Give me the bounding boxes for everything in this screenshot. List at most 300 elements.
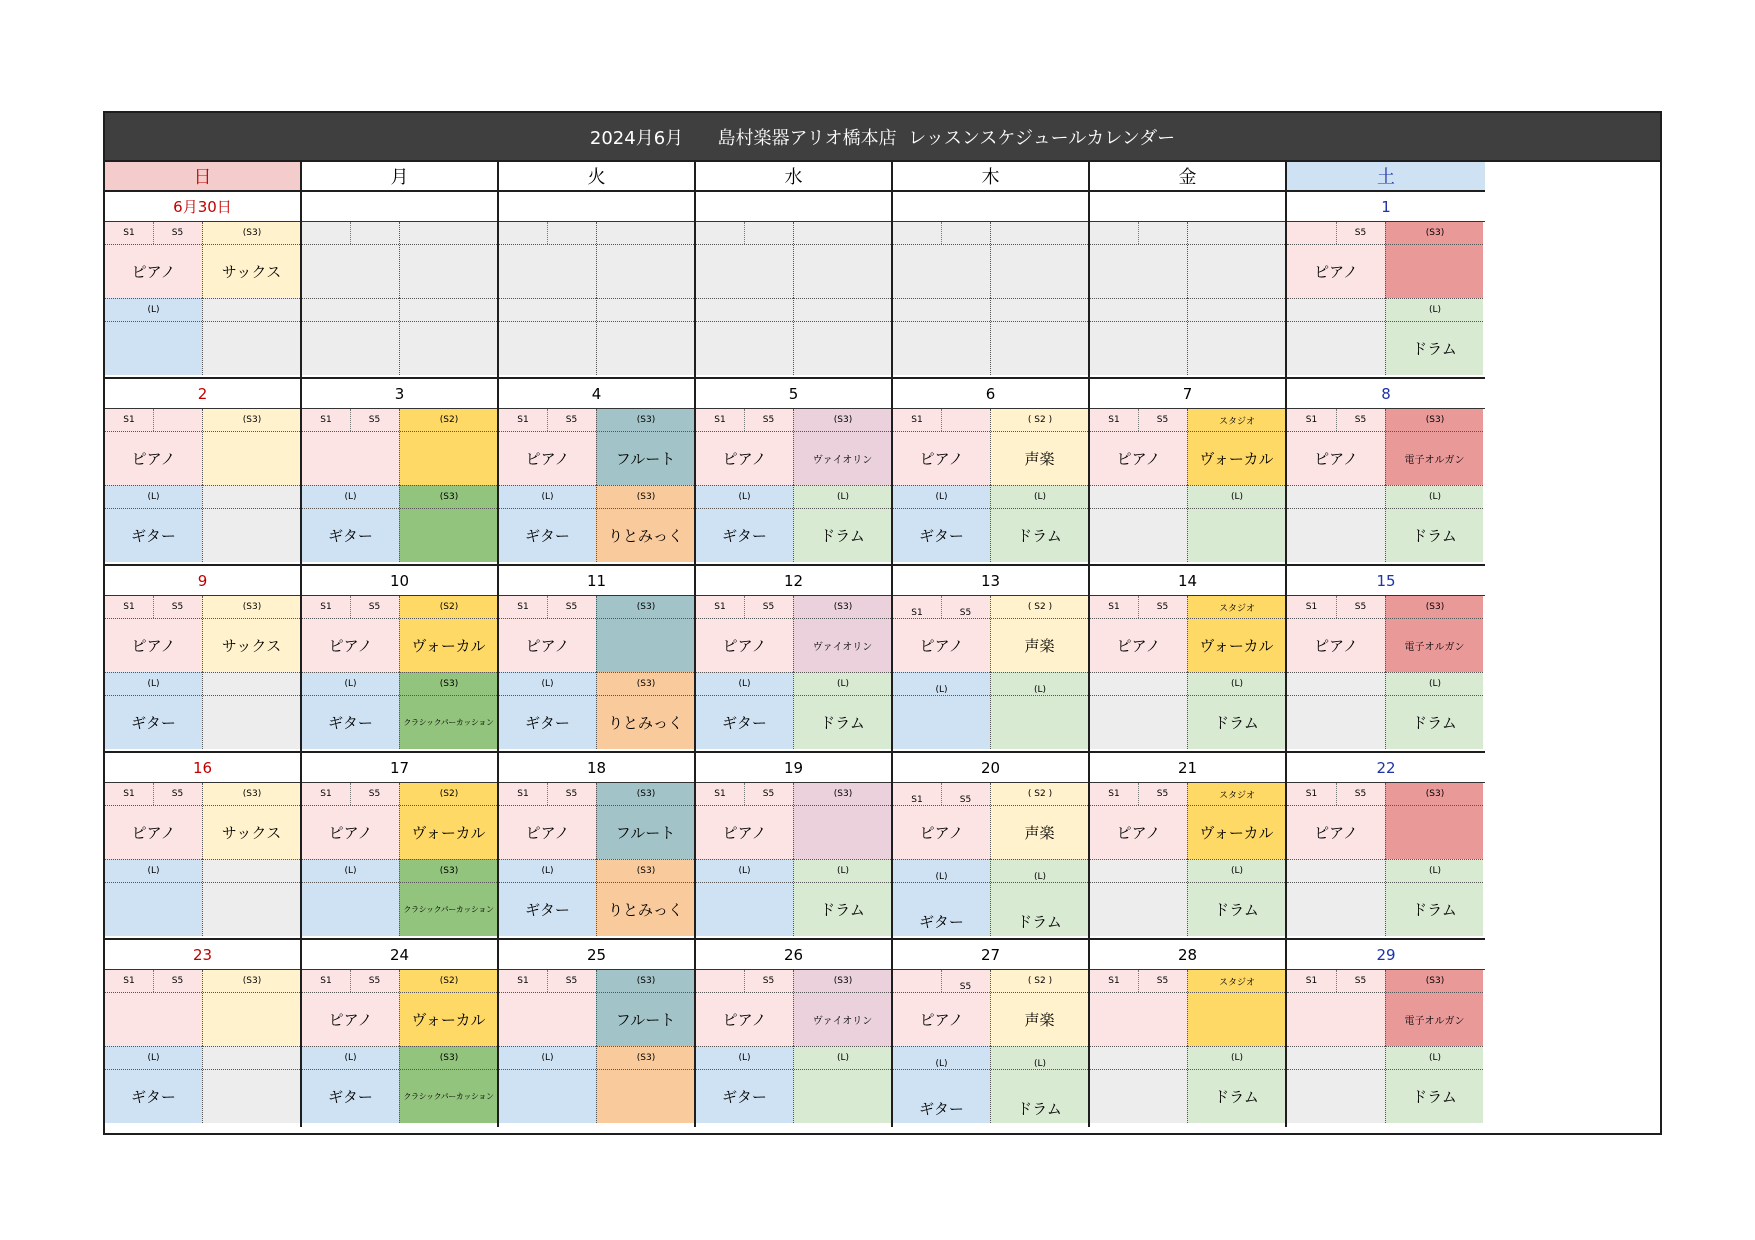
lesson-slot-bl[interactable]: [105, 485, 202, 562]
lesson-slot-tr[interactable]: [1187, 970, 1285, 1046]
room-label: (S3): [439, 679, 459, 689]
lesson-slot-tr[interactable]: [596, 409, 694, 485]
lesson-slot-tr[interactable]: [1187, 222, 1285, 298]
instrument-label: ピアノ: [722, 823, 767, 842]
lesson-slot-bl[interactable]: [696, 1046, 793, 1123]
calendar-title-bar: [105, 113, 1660, 162]
day-cell[interactable]: [1090, 192, 1287, 379]
room-label: (L): [836, 866, 850, 876]
lesson-slot-br[interactable]: [793, 298, 891, 375]
room-label: [1287, 486, 1385, 508]
lesson-slot-tl[interactable]: [1287, 222, 1385, 298]
room-label: (L): [836, 492, 850, 502]
day-cell[interactable]: [302, 566, 499, 753]
lesson-slot-tl[interactable]: [696, 222, 793, 298]
lesson-slot-tr[interactable]: [990, 409, 1088, 485]
lesson-slot-tr[interactable]: [793, 409, 891, 485]
instrument-label: りとみっく: [607, 900, 683, 919]
lesson-slot-br[interactable]: [990, 859, 1088, 936]
lesson-slot-br[interactable]: [1187, 672, 1285, 749]
lesson-slot-bl[interactable]: [696, 859, 793, 936]
lesson-slot-br[interactable]: [399, 672, 497, 749]
lesson-slot-tr[interactable]: [1187, 783, 1285, 859]
instrument-label: [597, 1069, 694, 1123]
lesson-slot-br[interactable]: [793, 859, 891, 936]
room-label: [794, 222, 891, 244]
lesson-slot-tr[interactable]: [793, 596, 891, 672]
day-cell[interactable]: [1090, 753, 1287, 940]
title-spacer: [897, 126, 908, 147]
day-cell[interactable]: [1090, 566, 1287, 753]
lesson-slot-tr[interactable]: [793, 970, 891, 1046]
room-split: [1336, 596, 1337, 618]
lesson-slot-br[interactable]: [596, 1046, 694, 1123]
lesson-slot-tl[interactable]: [1090, 596, 1187, 672]
day-cell[interactable]: [302, 379, 499, 566]
room-label: (L): [1230, 866, 1244, 876]
lesson-slot-bl[interactable]: [893, 298, 990, 375]
instrument-label: フルート: [615, 1010, 676, 1029]
instrument-label: ピアノ: [1314, 823, 1358, 842]
lesson-slot-br[interactable]: [596, 859, 694, 936]
lesson-slot-br[interactable]: [793, 485, 891, 562]
lesson-slot-br[interactable]: [1187, 485, 1285, 562]
instrument-label: サックス: [221, 636, 282, 655]
lesson-slot-tr[interactable]: [399, 596, 497, 672]
lesson-slot-tl[interactable]: [696, 783, 793, 859]
room-label: (S3): [242, 415, 262, 425]
room-label: スタジオ: [1218, 603, 1255, 614]
lesson-slot-tr[interactable]: [596, 970, 694, 1046]
lesson-slot-tl[interactable]: [1287, 409, 1385, 485]
room-label: ( S2 ): [1027, 789, 1053, 799]
instrument-label: [302, 431, 399, 485]
lesson-slot-br[interactable]: [1385, 1046, 1483, 1123]
lesson-slot-tl[interactable]: [302, 222, 399, 298]
lesson-slot-br[interactable]: [990, 485, 1088, 562]
room-label: S5: [368, 602, 381, 612]
room-label: S5: [171, 976, 184, 986]
lesson-slot-bl[interactable]: [1287, 485, 1385, 562]
room-label: (S3): [242, 789, 262, 799]
day-cell[interactable]: [1287, 753, 1485, 940]
lesson-slot-br[interactable]: [1187, 859, 1285, 936]
instrument-label: ヴォーカル: [1199, 449, 1274, 468]
instrument-label: ギター: [722, 526, 767, 545]
lesson-slot-tr[interactable]: [1385, 596, 1483, 672]
lesson-slot-br[interactable]: [399, 859, 497, 936]
day-cell[interactable]: [1287, 566, 1485, 753]
day-cell[interactable]: [893, 753, 1090, 940]
day-cell[interactable]: [696, 566, 893, 753]
date-label: 9: [105, 566, 300, 596]
lesson-slot-tr[interactable]: [596, 222, 694, 298]
room-label: (S2): [439, 415, 459, 425]
room-label: S5: [959, 608, 972, 618]
date-label: 8: [1287, 379, 1485, 409]
instrument-label: ギター: [328, 713, 373, 732]
lesson-slot-bl[interactable]: [499, 298, 596, 375]
instrument-label: [499, 992, 596, 1046]
instrument-label: 電子オルガン: [1404, 1015, 1465, 1027]
lesson-slot-br[interactable]: [399, 485, 497, 562]
room-label: (S3): [1425, 789, 1445, 799]
day-cell[interactable]: [105, 940, 302, 1127]
instrument-label: ピアノ: [525, 823, 570, 842]
instrument-label: [1287, 992, 1385, 1046]
lesson-slot-tr[interactable]: [202, 970, 300, 1046]
instrument-label: [1287, 882, 1385, 936]
room-label: [302, 299, 399, 321]
lesson-slot-tl[interactable]: [1090, 970, 1187, 1046]
room-label: [400, 299, 497, 321]
lesson-slot-tr[interactable]: [202, 409, 300, 485]
instrument-label: ヴォーカル: [411, 823, 486, 842]
day-cell[interactable]: [105, 379, 302, 566]
lesson-slot-bl[interactable]: [893, 485, 990, 562]
lesson-slot-tl[interactable]: [1090, 222, 1187, 298]
lesson-slot-bl[interactable]: [302, 672, 399, 749]
room-label: (S3): [636, 789, 656, 799]
lesson-slot-br[interactable]: [596, 298, 694, 375]
lesson-slot-tl[interactable]: [893, 409, 990, 485]
day-cell[interactable]: [302, 753, 499, 940]
lesson-slot-tr[interactable]: [399, 222, 497, 298]
lesson-slot-tr[interactable]: [202, 596, 300, 672]
lesson-slot-tl[interactable]: [696, 409, 793, 485]
room-label: スタジオ: [1218, 416, 1255, 427]
date-label: 22: [1287, 753, 1485, 783]
room-label: S1: [911, 415, 923, 425]
room-label: [302, 222, 350, 244]
instrument-label: [696, 882, 793, 936]
day-cell[interactable]: [499, 379, 696, 566]
lesson-slot-tr[interactable]: [1187, 409, 1285, 485]
lesson-slot-br[interactable]: [1385, 672, 1483, 749]
room-label: [744, 222, 793, 244]
room-label: [794, 299, 891, 321]
lesson-slot-tr[interactable]: [399, 970, 497, 1046]
lesson-slot-br[interactable]: [990, 672, 1088, 749]
lesson-slot-bl[interactable]: [302, 485, 399, 562]
date-label: [499, 192, 694, 222]
lesson-slot-tr[interactable]: [990, 783, 1088, 859]
lesson-slot-br[interactable]: [399, 1046, 497, 1123]
room-label: (S2): [439, 976, 459, 986]
room-label: (L): [1428, 492, 1442, 502]
lesson-slot-tl[interactable]: [1287, 783, 1385, 859]
instrument-label: [696, 244, 793, 298]
day-cell[interactable]: [499, 192, 696, 379]
lesson-slot-tr[interactable]: [1187, 596, 1285, 672]
lesson-slot-bl[interactable]: [1287, 672, 1385, 749]
lesson-slot-br[interactable]: [793, 1046, 891, 1123]
lesson-slot-tr[interactable]: [990, 596, 1088, 672]
room-label: (L): [147, 1053, 160, 1063]
lesson-slot-tl[interactable]: [499, 596, 596, 672]
day-cell[interactable]: [499, 753, 696, 940]
lesson-slot-tl[interactable]: [105, 596, 202, 672]
lesson-slot-bl[interactable]: [499, 859, 596, 936]
lesson-slot-bl[interactable]: [893, 859, 990, 936]
lesson-slot-br[interactable]: [1187, 298, 1285, 375]
room-label: (L): [1230, 1053, 1244, 1063]
room-label: (S3): [242, 976, 262, 986]
lesson-slot-tl[interactable]: [499, 783, 596, 859]
lesson-slot-tr[interactable]: [1385, 222, 1483, 298]
day-cell[interactable]: [105, 192, 302, 379]
lesson-slot-br[interactable]: [1385, 298, 1483, 375]
lesson-slot-tr[interactable]: [596, 596, 694, 672]
lesson-slot-tl[interactable]: [893, 783, 990, 859]
room-label: (L): [738, 492, 751, 502]
date-label: 6: [893, 379, 1088, 409]
lesson-slot-bl[interactable]: [1090, 298, 1187, 375]
instrument-label: [696, 321, 793, 375]
instrument-label: ドラム: [1214, 900, 1259, 919]
room-label: スタジオ: [1218, 977, 1255, 988]
room-label: S5: [1354, 228, 1367, 238]
lesson-slot-bl[interactable]: [696, 672, 793, 749]
room-label: ( S2 ): [1027, 415, 1053, 425]
lesson-slot-br[interactable]: [202, 298, 300, 375]
lesson-slot-tl[interactable]: [499, 970, 596, 1046]
day-cell[interactable]: [499, 566, 696, 753]
day-cell[interactable]: [1287, 192, 1485, 379]
title-month: 2024月6月: [589, 127, 684, 149]
lesson-slot-tl[interactable]: [893, 970, 990, 1046]
lesson-slot-tl[interactable]: [302, 783, 399, 859]
lesson-slot-tl[interactable]: [499, 409, 596, 485]
room-label: (L): [147, 492, 160, 502]
instrument-label: フルート: [615, 449, 676, 468]
lesson-slot-tl[interactable]: [1287, 596, 1385, 672]
lesson-slot-bl[interactable]: [302, 298, 399, 375]
lesson-slot-tl[interactable]: [105, 783, 202, 859]
date-label: 2: [105, 379, 300, 409]
lesson-slot-br[interactable]: [596, 485, 694, 562]
room-label: [696, 970, 744, 992]
lesson-slot-tl[interactable]: [1090, 409, 1187, 485]
room-label: [203, 860, 300, 882]
lesson-slot-br[interactable]: [202, 1046, 300, 1123]
lesson-slot-tl[interactable]: [1287, 970, 1385, 1046]
room-label: (L): [147, 679, 160, 689]
lesson-slot-br[interactable]: [1187, 1046, 1285, 1123]
weekday-header-tuesday: 火: [499, 162, 696, 192]
room-label: S1: [517, 415, 529, 425]
instrument-label: [1090, 992, 1187, 1046]
lesson-slot-br[interactable]: [1385, 859, 1483, 936]
room-label: [499, 222, 547, 244]
day-cell[interactable]: [1090, 940, 1287, 1127]
lesson-slot-tr[interactable]: [990, 970, 1088, 1046]
lesson-slot-br[interactable]: [202, 859, 300, 936]
lesson-slot-bl[interactable]: [1090, 859, 1187, 936]
date-label: 13: [893, 566, 1088, 596]
lesson-slot-tl[interactable]: [302, 409, 399, 485]
lesson-slot-tl[interactable]: [302, 970, 399, 1046]
room-label: [1090, 222, 1138, 244]
lesson-slot-tl[interactable]: [696, 596, 793, 672]
room-label: S5: [1156, 415, 1169, 425]
lesson-slot-br[interactable]: [1385, 485, 1483, 562]
room-label: (S3): [833, 789, 853, 799]
date-label: 25: [499, 940, 694, 970]
lesson-slot-tl[interactable]: [893, 596, 990, 672]
instrument-label: ピアノ: [328, 1010, 373, 1029]
lesson-slot-tr[interactable]: [399, 783, 497, 859]
lesson-slot-tl[interactable]: [105, 409, 202, 485]
room-label: S5: [959, 982, 972, 992]
lesson-slot-br[interactable]: [202, 485, 300, 562]
room-label: (S3): [636, 976, 656, 986]
room-label: (L): [541, 679, 554, 689]
room-label: S5: [368, 789, 381, 799]
day-cell[interactable]: [499, 940, 696, 1127]
day-cell[interactable]: [105, 753, 302, 940]
weekday-header-friday: 金: [1090, 162, 1287, 192]
instrument-label: ヴァイオリン: [812, 454, 873, 466]
day-cell[interactable]: [302, 192, 499, 379]
lesson-slot-bl[interactable]: [302, 859, 399, 936]
day-cell[interactable]: [696, 753, 893, 940]
lesson-slot-tr[interactable]: [1385, 783, 1483, 859]
lesson-slot-bl[interactable]: [499, 1046, 596, 1123]
room-label: S1: [1108, 415, 1120, 425]
instrument-label: [991, 244, 1088, 298]
lesson-slot-br[interactable]: [990, 298, 1088, 375]
instrument-label: [400, 321, 497, 375]
instrument-label: フルート: [615, 823, 676, 842]
weekday-header-wednesday: 水: [696, 162, 893, 192]
room-label: S5: [1354, 602, 1367, 612]
lesson-slot-bl[interactable]: [893, 672, 990, 749]
room-label: [153, 409, 202, 431]
lesson-slot-tr[interactable]: [793, 783, 891, 859]
instrument-label: ドラム: [1017, 913, 1062, 931]
room-split: [153, 970, 154, 992]
room-split: [350, 970, 351, 992]
lesson-slot-tr[interactable]: [793, 222, 891, 298]
lesson-slot-bl[interactable]: [499, 672, 596, 749]
room-label: S1: [1305, 415, 1318, 425]
lesson-slot-tr[interactable]: [1385, 409, 1483, 485]
lesson-slot-tr[interactable]: [202, 222, 300, 298]
lesson-slot-tr[interactable]: [399, 409, 497, 485]
lesson-slot-tl[interactable]: [696, 970, 793, 1046]
lesson-slot-br[interactable]: [596, 672, 694, 749]
lesson-slot-br[interactable]: [990, 1046, 1088, 1123]
lesson-slot-tr[interactable]: [990, 222, 1088, 298]
lesson-slot-bl[interactable]: [1287, 1046, 1385, 1123]
lesson-slot-bl[interactable]: [105, 1046, 202, 1123]
lesson-slot-bl[interactable]: [105, 298, 202, 375]
room-split: [744, 222, 745, 244]
room-label: [991, 222, 1088, 244]
lesson-slot-tl[interactable]: [1090, 783, 1187, 859]
lesson-slot-bl[interactable]: [893, 1046, 990, 1123]
lesson-slot-tl[interactable]: [893, 222, 990, 298]
lesson-slot-br[interactable]: [793, 672, 891, 749]
room-split: [547, 783, 548, 805]
lesson-slot-bl[interactable]: [696, 298, 793, 375]
instrument-label: ドラム: [1412, 1087, 1457, 1106]
room-label: (S3): [636, 1053, 656, 1063]
room-label: (S3): [1425, 228, 1445, 238]
day-cell[interactable]: [893, 379, 1090, 566]
room-split: [350, 596, 351, 618]
instrument-label: ドラム: [1412, 339, 1457, 358]
instrument-label: 声楽: [1024, 449, 1055, 468]
room-label: (S3): [1425, 602, 1445, 612]
lesson-slot-bl[interactable]: [105, 672, 202, 749]
room-label: (L): [1033, 685, 1047, 695]
date-label: 16: [105, 753, 300, 783]
lesson-slot-br[interactable]: [202, 672, 300, 749]
room-label: S1: [714, 602, 726, 612]
lesson-slot-tl[interactable]: [302, 596, 399, 672]
day-cell[interactable]: [302, 940, 499, 1127]
lesson-slot-tl[interactable]: [105, 970, 202, 1046]
lesson-slot-tl[interactable]: [105, 222, 202, 298]
day-cell[interactable]: [1287, 940, 1485, 1127]
lesson-slot-bl[interactable]: [1090, 1046, 1187, 1123]
lesson-slot-bl[interactable]: [105, 859, 202, 936]
day-cell[interactable]: [696, 192, 893, 379]
lesson-calendar: [103, 111, 1662, 1135]
lesson-slot-bl[interactable]: [499, 485, 596, 562]
room-label: S5: [171, 602, 184, 612]
day-cell[interactable]: [696, 940, 893, 1127]
lesson-slot-bl[interactable]: [696, 485, 793, 562]
lesson-slot-bl[interactable]: [1090, 485, 1187, 562]
day-cell[interactable]: [1287, 379, 1485, 566]
date-label: 28: [1090, 940, 1285, 970]
instrument-label: [597, 321, 694, 375]
instrument-label: ギター: [722, 1087, 767, 1106]
lesson-slot-tr[interactable]: [1385, 970, 1483, 1046]
date-label: [893, 192, 1088, 222]
lesson-slot-br[interactable]: [399, 298, 497, 375]
day-cell[interactable]: [1090, 379, 1287, 566]
room-label: S5: [959, 795, 972, 805]
room-label: [1090, 860, 1187, 882]
day-cell[interactable]: [893, 566, 1090, 753]
lesson-slot-tl[interactable]: [499, 222, 596, 298]
room-label: (S3): [833, 976, 853, 986]
lesson-slot-bl[interactable]: [1287, 859, 1385, 936]
instrument-label: [105, 321, 202, 375]
room-label: (S3): [242, 228, 262, 238]
room-label: [893, 222, 941, 244]
lesson-slot-bl[interactable]: [302, 1046, 399, 1123]
instrument-label: [203, 321, 300, 375]
day-cell[interactable]: [105, 566, 302, 753]
lesson-slot-tr[interactable]: [596, 783, 694, 859]
instrument-label: [1090, 695, 1187, 749]
title-subtitle: レッスンスケジュールカレンダー: [908, 127, 1176, 149]
instrument-label: ドラム: [1017, 1100, 1062, 1118]
lesson-slot-bl[interactable]: [1287, 298, 1385, 375]
day-cell[interactable]: [893, 192, 1090, 379]
instrument-label: [203, 695, 300, 749]
lesson-slot-bl[interactable]: [1090, 672, 1187, 749]
day-cell[interactable]: [893, 940, 1090, 1127]
room-split: [941, 970, 942, 992]
lesson-slot-tr[interactable]: [202, 783, 300, 859]
day-cell[interactable]: [696, 379, 893, 566]
